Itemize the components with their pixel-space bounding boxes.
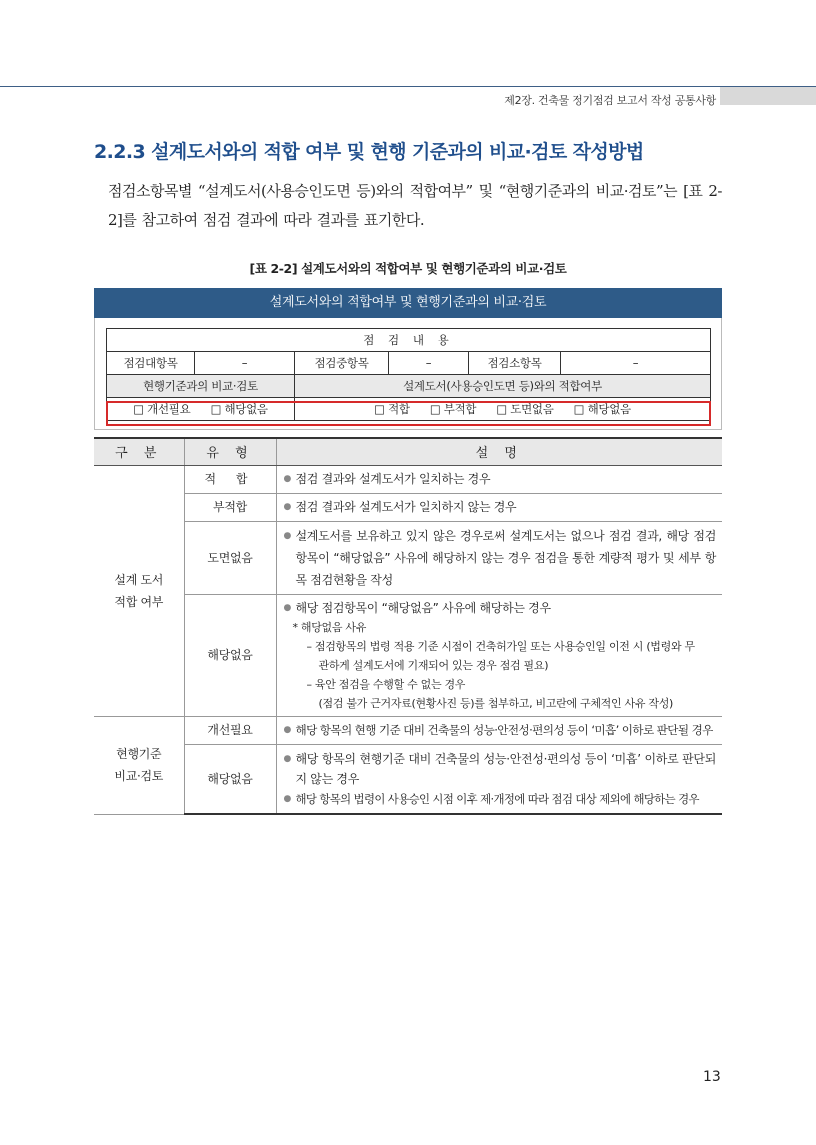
checkbox-conform[interactable]: □ 적합 [374, 402, 410, 416]
body-paragraph: 점검소항목별 “설계도서(사용승인도면 등)와의 적합여부” 및 “현행기준과의 비교·검토”는 [표 2-2]를 참고하여 점검 결과에 따라 결과를 표기한다. [108, 182, 722, 229]
col-header-description: 설 명 [276, 438, 722, 465]
desc-not-applicable-2b: ● 해당 항목의 법령이 사용승인 시점 이후 제·개정에 따라 점검 대상 제외에 해당하는 경우 [283, 789, 717, 809]
type-conform: 적 합 [184, 465, 276, 493]
note-item-1a: – 점검항목의 법령 적용 기준 시점이 건축허가일 또는 사용승인일 이전 시 (법령와 무 [306, 639, 695, 653]
running-header: 제2장. 건축물 정기점검 보고서 작성 공통사항 [504, 94, 716, 107]
table-row [276, 493, 722, 521]
middle-item-label: 점검중항목 [295, 352, 389, 375]
highlight-box [106, 401, 711, 426]
page-number: 13 [703, 1069, 721, 1085]
checkbox-improve-needed[interactable]: □ 개선필요 [133, 402, 191, 416]
desc-not-applicable-2a: ● 해당 항목의 현행기준 대비 건축물의 성능·안전성·편의성 등이 ‘미흡’ 이하로 판단되지 않는 경우 [283, 749, 717, 789]
note-na-reason: * 해당없음 사유 [292, 620, 367, 634]
section-title: 설계도서와의 적합 여부 및 현행 기준과의 비교·검토 작성방법 [151, 141, 644, 163]
checkbox-not-applicable-right[interactable]: □ 해당없음 [573, 402, 631, 416]
desc-no-drawing: ● 설계도서를 보유하고 있지 않은 경우로써 설계도서는 없으나 점검 결과, 해당 점검항목이 “해당없음” 사유에 해당하지 않는 경우 점검을 통한 계량적 평가 및 세부 항목 점검현황을 작성 [283, 525, 717, 591]
content-header: 점 검 내 용 [107, 329, 711, 352]
major-item-value: – [195, 352, 295, 375]
section-number: 2.2.3 [94, 141, 146, 163]
desc-improve-needed: ● 해당 항목의 현행 기준 대비 건축물의 성능·안전성·편의성 등이 ‘미흡’ 이하로 판단될 경우 [283, 720, 717, 740]
checkbox-nonconform[interactable]: □ 부적합 [429, 402, 477, 416]
header-tab-bar [720, 87, 816, 105]
middle-item-value: – [389, 352, 469, 375]
criteria-table [94, 437, 722, 815]
table-row [276, 716, 722, 744]
col-header-type: 유 형 [184, 438, 276, 465]
desc-nonconform: ● 점검 결과와 설계도서가 일치하지 않는 경우 [283, 497, 717, 517]
header-rule [0, 86, 816, 87]
table-row [276, 594, 722, 716]
type-improve-needed: 개선필요 [184, 716, 276, 744]
col-header-category: 구 분 [94, 438, 184, 465]
type-not-applicable: 해당없음 [184, 594, 276, 716]
checkbox-not-applicable-left[interactable]: □ 해당없음 [210, 402, 268, 416]
table-row [276, 744, 722, 814]
type-no-drawing: 도면없음 [184, 521, 276, 594]
type-not-applicable-2: 해당없음 [184, 744, 276, 814]
desc-conform: ● 점검 결과와 설계도서가 일치하는 경우 [283, 469, 717, 489]
type-nonconform: 부적합 [184, 493, 276, 521]
checkbox-no-drawing[interactable]: □ 도면없음 [496, 402, 554, 416]
section-heading [94, 137, 644, 164]
group-design-conformity: 설계 도서 적합 여부 [94, 465, 184, 716]
major-item-label: 점검대항목 [107, 352, 195, 375]
compare-header: 현행기준과의 비교·검토 [107, 375, 295, 398]
table-row [276, 521, 722, 594]
minor-item-value: – [561, 352, 711, 375]
conform-header: 설계도서(사용승인도면 등)와의 적합여부 [295, 375, 711, 398]
form-banner: 설계도서와의 적합여부 및 현행기준과의 비교·검토 [94, 288, 722, 318]
group-current-standard: 현행기준 비교·검토 [94, 716, 184, 814]
note-item-2a: – 육안 점검을 수행할 수 없는 경우 [306, 677, 466, 691]
desc-not-applicable: ● 해당 점검항목이 “해당없음” 사유에 해당하는 경우 [283, 598, 717, 618]
table-row [276, 465, 722, 493]
table-caption: [표 2-2] 설계도서와의 적합여부 및 현행기준과의 비교·검토 [249, 261, 567, 276]
minor-item-label: 점검소항목 [469, 352, 561, 375]
note-item-2b: (점검 불가 근거자료(현황사진 등)를 첨부하고, 비고란에 구체적인 사유 작성) [318, 696, 674, 710]
note-item-1b: 관하게 설계도서에 기재되어 있는 경우 점검 필요) [318, 658, 549, 672]
